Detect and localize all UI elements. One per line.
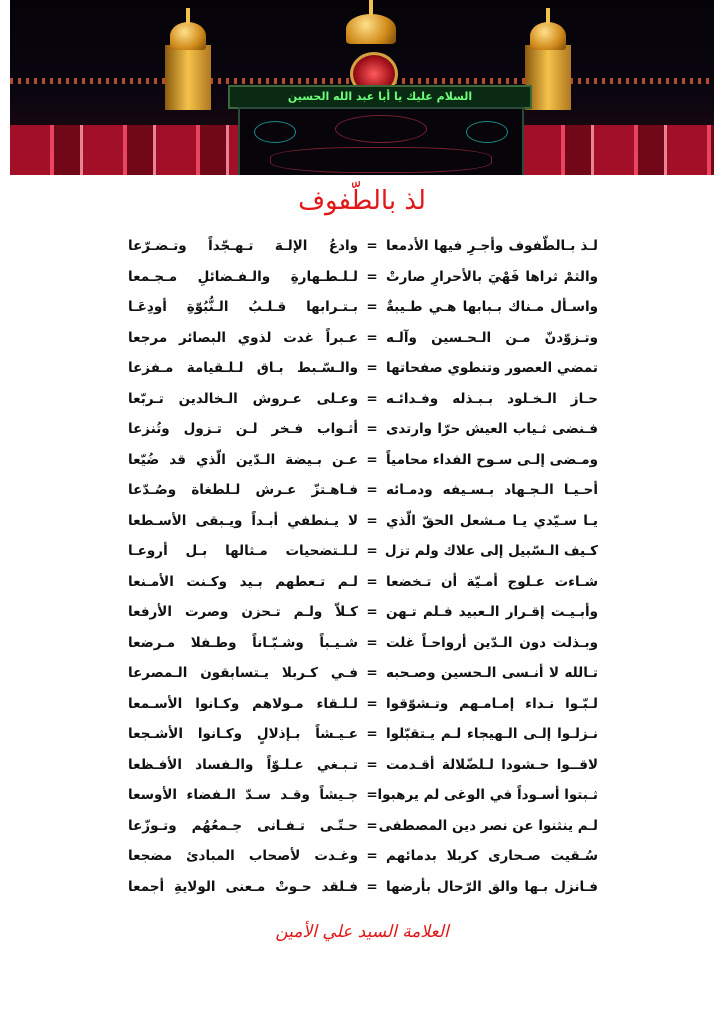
verse-line [128,262,598,293]
verse-line [128,689,598,720]
calligraphy-medallion [254,121,296,143]
hemistich-separator: = [366,390,378,407]
verse-first-hemistich: وبـذلت دون الـدّين أرواحـاً غلت [386,634,598,651]
black-calligraphy-banner [238,107,524,175]
verse-first-hemistich: لـذ بـالطّفوف وأجـرِ فيها الأدمعا [386,238,598,254]
verse-first-hemistich: كـيف الـسّبيل إلى علاك ولم تزل [384,543,598,559]
hemistich-separator: = [366,482,378,498]
verse-second-hemistich: وغـدت لأصحاب المبادئ مضجعا [128,848,358,864]
verse-line [128,628,598,659]
left-finial [186,8,190,24]
hemistich-separator: = [366,268,378,285]
verse-second-hemistich: حـتّـى تـفـانى جـمعُهُم وتـوزّعا [128,817,358,834]
calligraphy-medallion [466,121,508,143]
verse-second-hemistich: وادعُ الإلـهَ تـهـجّداً وتـضـرّعا [128,238,358,254]
hemistich-separator: = [366,512,378,529]
verse-first-hemistich: والثمْ ثراها فَهْيَ بالأحرارِ صارتْ [386,268,598,285]
verse-line [128,292,598,323]
hemistich-separator: = [366,360,378,376]
clock-tower-dome [346,14,396,44]
verse-line [128,841,598,872]
hemistich-separator: = [366,329,378,346]
verse-first-hemistich: واسـأل مـناك بـبابها هـي طـيبةٌ [386,299,598,315]
author-signature: العلامة السيد علي الأمين [275,922,449,942]
verse-second-hemistich: كـلاّ ولـم تـحزن وصرت الأرفعا [128,604,358,620]
verse-first-hemistich: شـاءت عـلوج أمـيّة أن تـخضعا [386,573,598,590]
hemistich-separator: = [366,695,378,712]
verse-line [128,384,598,415]
verse-second-hemistich: لـلـتضحيات مـثالها بـل أروعـا [128,543,358,559]
hemistich-separator: = [366,238,378,254]
verse-line [128,811,598,842]
verse-first-hemistich: فـانزل بـها والق الرّحال بأرضها [386,878,598,895]
calligraphy-top [335,115,427,143]
verse-line [128,780,598,811]
verse-first-hemistich: سُـقيت صـحارى كربلا بدمائهم [386,848,598,864]
verse-second-hemistich: والـسّـبط بـاق لـلـقيامة مـفزعا [128,360,358,376]
hemistich-separator: = [366,665,378,681]
hemistich-separator: = [366,421,378,437]
verse-second-hemistich: جـيشاً وقـد سـدّ الـفضاء الأوسعا [128,787,358,803]
header-image-shrine [10,0,714,175]
verse-second-hemistich: وعـلى عـروش الـخالدين تـربّعا [128,390,358,407]
verse-first-hemistich: لـم ينثنوا عن نصر دين المصطفى [378,817,598,834]
verse-first-hemistich: تـالله لا أنـسى الـحسين وصـحبه [386,665,598,681]
verse-second-hemistich: لـلـقاء مـولاهم وكـانوا الأسـمعا [128,695,358,712]
verse-first-hemistich: تمضي العصور وتنطوي صفحاتها [386,360,598,376]
verse-second-hemistich: فـلقد حـوتْ مـعنى الولايةِ أجمعا [128,878,358,895]
left-minaret [165,45,211,110]
verse-first-hemistich: وأبـيـت إقـرار الـعبيد فـلم تـهن [386,604,598,620]
hemistich-separator: = [366,451,378,468]
hemistich-separator: = [366,817,378,834]
green-banner: السلام عليك يا أبا عبد الله الحسين [228,85,532,109]
hemistich-separator: = [366,787,378,803]
verse-second-hemistich: لـلـطـهارةِ والـفـضائلِ مـجـمعا [128,268,358,285]
verse-line [128,536,598,567]
hemistich-separator: = [366,604,378,620]
verse-second-hemistich: لـم تـعطهم بـيد وكـنت الأمـنعا [128,573,358,590]
verse-first-hemistich: لاقــوا حـشودا لـلضّلالة أقـدمت [386,756,598,773]
left-minaret-dome [170,22,206,50]
verse-line [128,414,598,445]
verse-line [128,597,598,628]
verse-line [128,353,598,384]
verse-line [128,658,598,689]
verse-first-hemistich: وتـزوّدنّ مـن الـحـسين وآلـه [386,329,598,346]
clock-tower-finial [369,0,373,16]
verse-line [128,750,598,781]
verse-second-hemistich: عـيـشاً بـإذلالٍ وكـانوا الأشـجعا [128,726,358,742]
hemistich-separator: = [366,299,378,315]
verse-line [128,506,598,537]
verse-first-hemistich: فـنضى ثـياب العيش حرّا وارتدى [386,421,598,437]
poem-body [128,231,598,902]
verse-second-hemistich: عـبراً غدت لذوي البصائر مرجعا [128,329,358,346]
verse-second-hemistich: عـن بـيضة الـدّين الّذي قد ضُيّعا [128,451,358,468]
hemistich-separator: = [366,634,378,651]
hemistich-separator: = [366,756,378,773]
verse-first-hemistich: ومـضى إلـى سـوح الفداء محامياً [385,451,598,468]
verse-line [128,872,598,903]
verse-first-hemistich: أحـيـا الـجـهاد بـسـيفه ودمـائه [386,482,598,498]
verse-line [128,231,598,262]
verse-line [128,719,598,750]
verse-first-hemistich: يـا سـيّدي يـا مـشعل الحقّ الّذي [386,512,598,529]
hemistich-separator: = [366,543,378,559]
verse-second-hemistich: فـي كـربلا يـتسابقون الـمصرعا [128,665,358,681]
verse-second-hemistich: أثـواب فـخر لـن تـزول وتُنزعا [128,421,358,437]
verse-first-hemistich: لـبّـوا نـداء إمـامـهم وتـشوّقوا [386,695,598,712]
verse-second-hemistich: فـاهـتزّ عـرش لـلطغاة وصُـدّعا [128,482,358,498]
verse-second-hemistich: شـيـباً وشـبّـاناً وطـفلا مـرضعا [128,634,358,651]
verse-first-hemistich: حـاز الـخـلود بـبـذله وفـدائـه [386,390,598,407]
verse-first-hemistich: ثـبتوا أسـوداً في الوغى لم يرهبوا [377,787,598,803]
verse-second-hemistich: بـتـرابها قـلـبُ الـنُّبُوّةِ أودِعَـا [128,299,358,315]
poem-title: لذ بالطّفوف [298,186,426,216]
hemistich-separator: = [366,726,378,742]
hemistich-separator: = [366,878,378,895]
hemistich-separator: = [366,848,378,864]
right-minaret-dome [530,22,566,50]
verse-line [128,567,598,598]
verse-second-hemistich: لا يـنطفي أبـداً ويـبقى الأسـطعا [128,512,358,529]
verse-first-hemistich: نـزلـوا إلـى الـهيجاء لـم يـتقبّلوا [386,726,598,742]
verse-line [128,323,598,354]
calligraphy-bottom [270,147,492,173]
right-finial [546,8,550,24]
verse-line [128,445,598,476]
verse-line [128,475,598,506]
hemistich-separator: = [366,573,378,590]
verse-second-hemistich: تـبـغي عـلـوّاً والـفساد الأفـظعا [128,756,358,773]
